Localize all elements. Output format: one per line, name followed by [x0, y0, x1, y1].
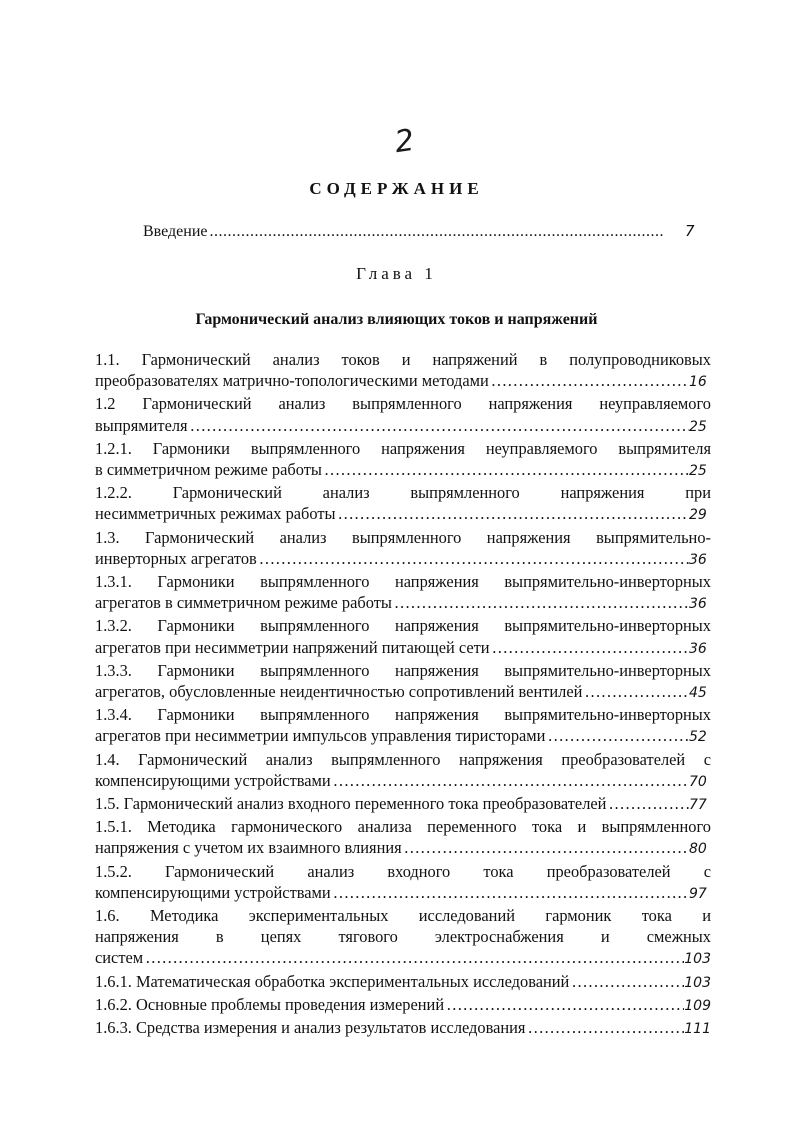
leader-dots	[338, 503, 689, 524]
toc-page-number: 25	[689, 418, 707, 435]
toc-entry	[95, 349, 711, 393]
handwritten-page-number: 2	[392, 122, 417, 161]
toc-page-number: 77	[689, 797, 707, 814]
toc-page-number: 109	[684, 997, 711, 1014]
toc-entry	[95, 793, 711, 816]
toc-entry-label: инверторных агрегатов	[95, 548, 257, 568]
toc-entry	[95, 571, 711, 615]
toc-entry-text-line: 1.3.3. Гармоники выпрямленного напряжения выпрямительно-инверторных	[95, 660, 711, 680]
toc-entry-last-line	[95, 837, 711, 860]
leader-dots	[571, 971, 684, 992]
leader-dots	[404, 837, 689, 858]
toc-entry-label: компенсирующими устройствами	[95, 882, 331, 902]
toc-page-number: 36	[689, 596, 707, 613]
toc-page-number: 70	[689, 773, 707, 790]
toc-entry-last-line	[95, 548, 711, 571]
toc-entry-label: 1.6.2. Основные проблемы проведения измерений	[95, 994, 445, 1014]
toc-page-number: 45	[689, 685, 707, 702]
toc-entry-label: напряжения с учетом их взаимного влияния	[95, 838, 402, 858]
toc-entry	[95, 971, 711, 994]
toc-entry-label: 1.6.3. Средства измерения и анализ результатов исследования	[95, 1018, 526, 1038]
toc-entry-text-line: 1.5.2. Гармонический анализ входного тока преобразователей с	[95, 861, 711, 881]
leader-dots	[333, 770, 689, 791]
toc-page-number: 111	[684, 1021, 711, 1038]
toc-entry-last-line	[95, 681, 711, 704]
toc-entry	[95, 615, 711, 659]
toc-page-number: 36	[689, 551, 707, 568]
toc-entry-last-line	[95, 592, 711, 615]
toc-entry-last-line	[95, 459, 711, 482]
toc-entry-label: 1.5. Гармонический анализ входного переменного тока преобразователей	[95, 794, 607, 814]
leader-dots	[446, 994, 684, 1015]
leader-dots	[527, 1017, 684, 1038]
toc-entry-last-line	[95, 971, 711, 994]
toc-entry-label: выпрямителя	[95, 415, 188, 435]
toc-entry-text-line: 1.2.2. Гармонический анализ выпрямленного напряжения при	[95, 483, 711, 503]
leader-dots	[259, 548, 689, 569]
toc-entry-last-line	[95, 882, 711, 905]
toc-page-number: 97	[689, 885, 707, 902]
toc-entry-label: несимметричных режимах работы	[95, 504, 336, 524]
leader-dots	[492, 637, 689, 658]
toc-entry-label: систем	[95, 948, 144, 968]
toc-entry-last-line	[95, 793, 711, 816]
toc-entry-label: агрегатов, обусловленные неидентичностью сопротивлений вентилей	[95, 682, 583, 702]
toc-entry-label: в симметричном режиме работы	[95, 460, 322, 480]
toc-entry	[95, 704, 711, 748]
toc-entry-text-line: 1.2.1. Гармоники выпрямленного напряжения неуправляемого выпрямителя	[95, 438, 711, 458]
toc-page-number: 29	[689, 507, 707, 524]
toc-entry-label: 1.6.1. Математическая обработка экспериментальных исследований	[95, 971, 570, 991]
toc-entry-text-line: 1.5.1. Методика гармонического анализа переменного тока и выпрямленного	[95, 817, 711, 837]
toc-page-number: 103	[684, 974, 711, 991]
toc-entry-label: агрегатов при несимметрии напряжений питающей сети	[95, 637, 490, 657]
leader-dots	[324, 459, 689, 480]
chapter-label: Глава 1	[356, 264, 437, 283]
chapter-title: Гармонический анализ влияющих токов и напряжений	[195, 311, 598, 328]
toc-entry-text-line: 1.2 Гармонический анализ выпрямленного напряжения неуправляемого	[95, 394, 711, 414]
toc-entry-last-line	[95, 1017, 711, 1040]
table-of-contents	[95, 349, 711, 1040]
toc-entry-label: агрегатов при несимметрии импульсов управления тиристорами	[95, 726, 546, 746]
toc-entry-text-line: 1.3.1. Гармоники выпрямленного напряжения выпрямительно-инверторных	[95, 572, 711, 592]
toc-entry	[95, 861, 711, 905]
toc-entry	[95, 482, 711, 526]
toc-entry-last-line	[95, 370, 711, 393]
toc-page-number: 80	[689, 841, 707, 858]
toc-entry	[95, 994, 711, 1017]
toc-entry-last-line	[95, 637, 711, 660]
toc-entry	[95, 660, 711, 704]
toc-entry-text-line: 1.4. Гармонический анализ выпрямленного напряжения преобразователей с	[95, 749, 711, 769]
leader-dots	[145, 947, 684, 968]
toc-entry	[95, 527, 711, 571]
toc-entry-label: агрегатов в симметричном режиме работы	[95, 593, 392, 613]
leader-dots	[394, 592, 689, 613]
toc-entry-text-line: 1.1. Гармонический анализ токов и напряжений в полупроводниковых	[95, 350, 711, 369]
toc-entry-last-line	[95, 770, 711, 793]
leader-dots	[333, 882, 689, 903]
toc-entry	[95, 816, 711, 860]
toc-page-number: 25	[689, 463, 707, 480]
leader-dots	[584, 681, 689, 702]
toc-entry-label: Введение	[143, 223, 208, 240]
toc-entry	[95, 438, 711, 482]
toc-entry-introduction	[143, 222, 703, 241]
toc-entry-text-line: 1.3.4. Гармоники выпрямленного напряжения выпрямительно-инверторных	[95, 705, 711, 725]
toc-page-number: 52	[689, 729, 707, 746]
toc-entry-text-line: напряжения в цепях тягового электроснабжения и смежных	[95, 927, 711, 947]
toc-entry-text-line: 1.6. Методика экспериментальных исследований гармоник тока и	[95, 906, 711, 926]
toc-entry-last-line	[95, 415, 711, 438]
toc-entry	[95, 1017, 711, 1040]
toc-page-number: 7	[685, 222, 695, 240]
toc-entry-last-line	[95, 947, 711, 970]
leader-dots	[491, 370, 689, 391]
toc-page-number: 103	[684, 951, 711, 968]
toc-page-number: 16	[689, 374, 707, 391]
toc-entry-label: преобразователях матрично-топологическими методами	[95, 371, 489, 391]
contents-title: СОДЕРЖАНИЕ	[309, 179, 484, 198]
toc-entry	[95, 393, 711, 437]
toc-page-number: 36	[689, 640, 707, 657]
toc-entry-last-line	[95, 994, 711, 1017]
toc-entry	[95, 905, 711, 971]
toc-entry	[95, 749, 711, 793]
leader-dots	[608, 793, 689, 814]
toc-entry-label: компенсирующими устройствами	[95, 770, 331, 790]
toc-entry-last-line	[95, 503, 711, 526]
toc-entry-text-line: 1.3. Гармонический анализ выпрямленного напряжения выпрямительно-	[95, 527, 711, 547]
leader-dots	[210, 223, 666, 241]
toc-entry-text-line: 1.3.2. Гармоники выпрямленного напряжения выпрямительно-инверторных	[95, 616, 711, 636]
toc-entry-last-line	[95, 725, 711, 748]
leader-dots	[190, 415, 689, 436]
leader-dots	[547, 725, 689, 746]
